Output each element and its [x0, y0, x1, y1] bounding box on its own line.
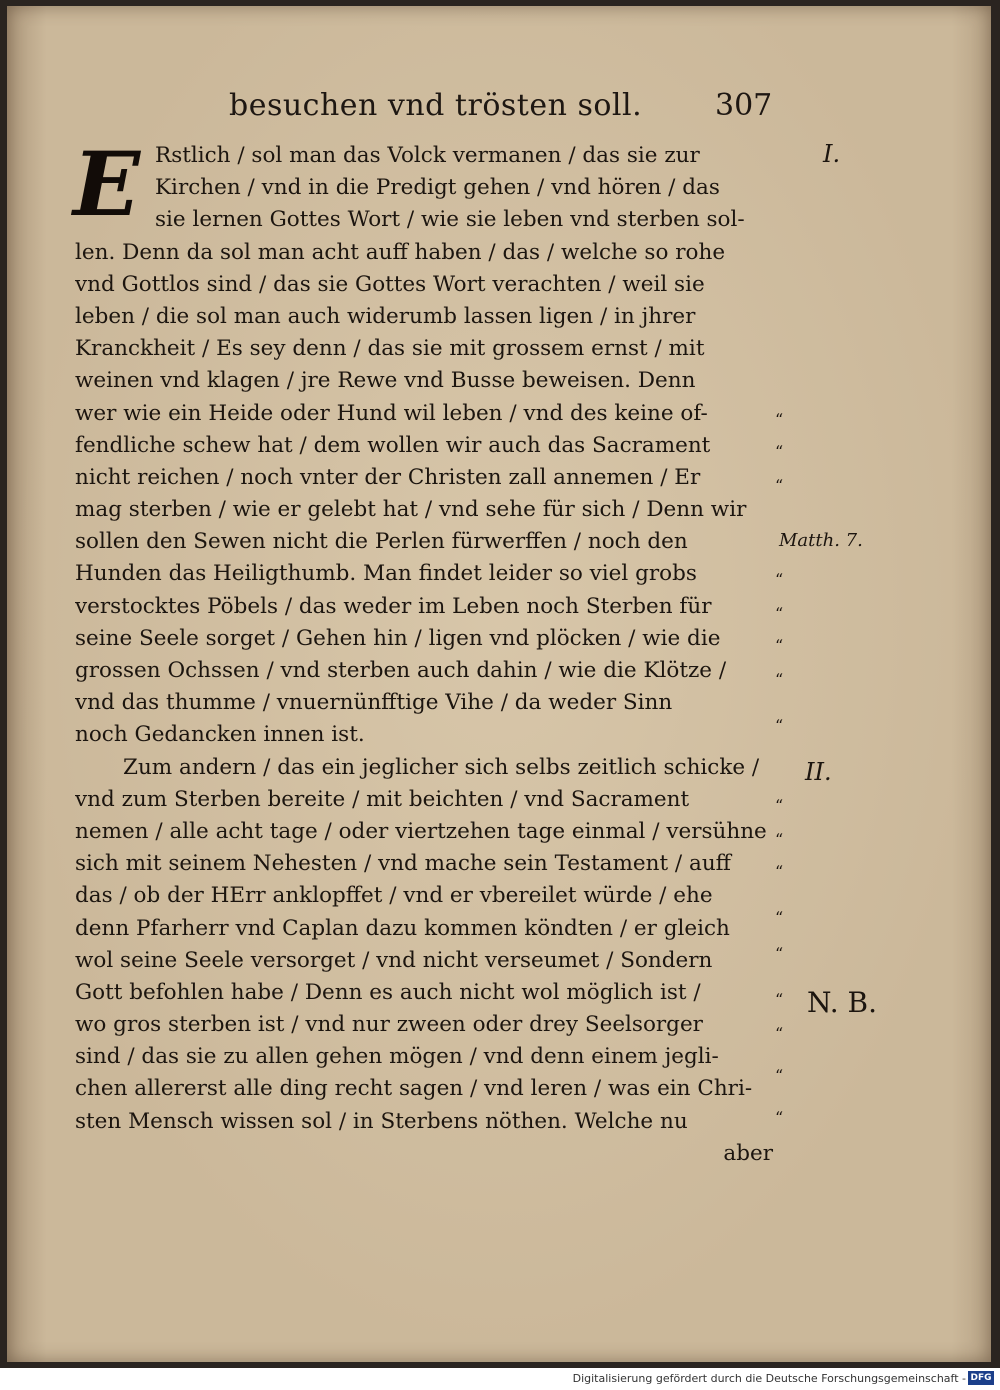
- quote-mark: “: [775, 1024, 784, 1043]
- page-header: [7, 88, 991, 128]
- quote-mark: “: [775, 908, 784, 927]
- text-line: grossen Ochssen / vnd sterben auch dahin / wie die Klötze /: [75, 658, 727, 683]
- text-line: fendliche schew hat / dem wollen wir auch das Sacrament: [75, 432, 711, 458]
- quote-mark: “: [775, 796, 784, 815]
- margin-note-matthew: Matth. 7.: [779, 530, 863, 551]
- quote-mark: “: [775, 570, 784, 589]
- text-line: mag sterben / wie er gelebt hat / vnd sehe für sich / Denn wir: [75, 497, 747, 523]
- body-text: [73, 132, 779, 1170]
- text-line: seine Seele sorget / Gehen hin / ligen vnd plöcken / wie die: [75, 625, 721, 651]
- text-line: vnd das thumme / vnuernünfftige Vihe / da weder Sinn: [75, 690, 673, 716]
- funding-credit: Digitalisierung gefördert durch die Deutsche Forschungsgemeinschaft -: [572, 1372, 966, 1385]
- margin-note-nota-bene: N. B.: [807, 986, 877, 1019]
- text-line: sten Mensch wissen sol / in Sterbens nöthen. Welche nu: [75, 1108, 688, 1134]
- decorated-initial: E: [73, 132, 141, 236]
- text-line: sind / das sie zu allen gehen mögen / vnd denn einem jegli-: [75, 1044, 719, 1070]
- text-line: weinen vnd klagen / jre Rewe vnd Busse beweisen. Denn: [75, 368, 696, 394]
- text-line: Hunden das Heiligthumb. Man findet leider so viel grobs: [75, 561, 697, 587]
- margin-note-first: I.: [823, 140, 841, 168]
- quote-mark: “: [775, 442, 784, 461]
- book-page: [7, 6, 991, 1362]
- quote-mark: “: [775, 990, 784, 1009]
- quote-mark: “: [775, 716, 784, 735]
- quote-mark: “: [775, 476, 784, 495]
- text-line: chen allererst alle ding recht sagen / vnd leren / was ein Chri-: [75, 1076, 753, 1102]
- text-line: vnd Gottlos sind / das sie Gottes Wort verachten / weil sie: [75, 271, 705, 297]
- running-head: besuchen vnd trösten soll.: [229, 88, 643, 123]
- catchword: aber: [723, 1140, 773, 1166]
- text-line: das / ob der HErr anklopffet / vnd er vbereilet würde / ehe: [75, 883, 713, 909]
- text-line: noch Gedancken innen ist.: [75, 722, 365, 748]
- quote-mark: “: [775, 410, 784, 429]
- quote-mark: “: [775, 944, 784, 963]
- text-line: nemen / alle acht tage / oder viertzehen tage einmal / versühne: [75, 818, 767, 844]
- quote-mark: “: [775, 1108, 784, 1127]
- text-line: wer wie ein Heide oder Hund wil leben / vnd des keine of-: [75, 400, 708, 426]
- text-line: sollen den Sewen nicht die Perlen fürwerffen / noch den: [75, 529, 688, 555]
- quote-mark: “: [775, 604, 784, 623]
- text-line: len. Denn da sol man acht auff haben / das / welche so rohe: [75, 239, 726, 265]
- margin-note-second: II.: [805, 758, 832, 786]
- quote-mark: “: [775, 1066, 784, 1085]
- quote-mark: “: [775, 862, 784, 881]
- quote-mark: “: [775, 636, 784, 655]
- footer-bar: [0, 1368, 1000, 1390]
- text-line: nicht reichen / noch vnter der Christen zall annemen / Er: [75, 464, 701, 490]
- text-line: Rstlich / sol man das Volck vermanen / das sie zur: [155, 143, 700, 168]
- text-line: Gott befohlen habe / Denn es auch nicht wol möglich ist /: [75, 979, 701, 1005]
- quote-mark: “: [775, 830, 784, 849]
- page-number: 307: [715, 88, 773, 123]
- text-line: denn Pfarherr vnd Caplan dazu kommen köndten / er gleich: [75, 915, 730, 941]
- text-line: Zum andern / das ein jeglicher sich selbs zeitlich schicke /: [123, 754, 760, 780]
- text-line: sie lernen Gottes Wort / wie sie leben vnd sterben sol-: [155, 207, 745, 233]
- text-line: vnd zum Sterben bereite / mit beichten / vnd Sacrament: [75, 786, 690, 812]
- text-line: wo gros sterben ist / vnd nur zween oder drey Seelsorger: [75, 1012, 703, 1038]
- text-line: sich mit seinem Nehesten / vnd mache sein Testament / auff: [75, 851, 731, 877]
- text-line: wol seine Seele versorget / vnd nicht verseumet / Sondern: [75, 947, 713, 973]
- text-line: leben / die sol man auch widerumb lassen ligen / in jhrer: [75, 303, 696, 329]
- quote-mark: “: [775, 670, 784, 689]
- text-line: verstocktes Pöbels / das weder im Leben noch Sterben für: [75, 593, 712, 619]
- text-line: Kranckheit / Es sey denn / das sie mit grossem ernst / mit: [75, 336, 705, 362]
- text-line: Kirchen / vnd in die Predigt gehen / vnd hören / das: [155, 175, 720, 201]
- dfg-logo: DFG: [968, 1371, 994, 1385]
